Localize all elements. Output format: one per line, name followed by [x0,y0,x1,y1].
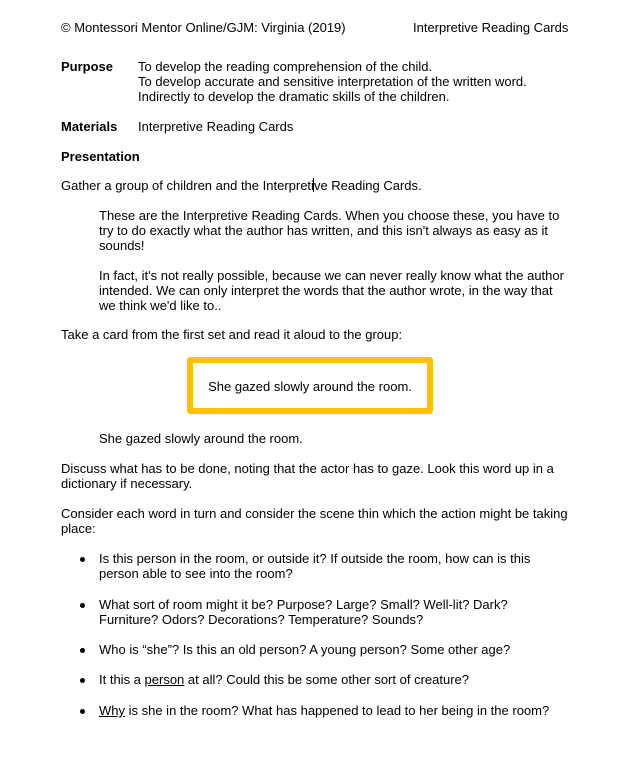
quote2-line-2: intended. We can only interpret the words that the author wrote, in the way that [99,283,553,298]
question-4-post: at all? Could this be some other sort of creature? [184,672,469,687]
consider-line-1: Consider each word in turn and consider the scene thin which the action might be taking [61,506,568,521]
presentation-intro [61,178,422,193]
quote2-line-1: In fact, it's not really possible, because we can never really know what the author [99,268,564,283]
take-card-instruction: Take a card from the first set and read it aloud to the group: [61,327,403,342]
purpose-label: Purpose [61,59,114,74]
intro-text-after: ve Reading Cards. [313,178,422,193]
discuss-line-2: dictionary if necessary. [61,476,193,491]
quote1-line-1: These are the Interpretive Reading Cards. When you choose these, you have to [99,208,560,223]
intro-text-before: Gather a group of children and the Interpreti [61,178,314,193]
purpose-line-3: Indirectly to develop the dramatic skills of the children. [138,89,450,104]
reading-card [187,357,433,414]
document-header-title: Interpretive Reading Cards [413,20,569,35]
question-5-post: is she in the room? What has happened to lead to her being in the room? [125,703,550,718]
reading-card-text: She gazed slowly around the room. [208,379,412,394]
bullet-icon [80,678,85,683]
question-1-line-2: person able to see into the room? [99,566,293,581]
question-4 [99,672,469,687]
question-1-line-1: Is this person in the room, or outside it? If outside the room, how can is this [99,551,531,566]
question-4-pre: It this a [99,672,145,687]
bullet-icon [80,603,85,608]
purpose-line-1: To develop the reading comprehension of the child. [138,59,433,74]
question-3: Who is “she”? Is this an old person? A young person? Some other age? [99,642,511,657]
bullet-icon [80,648,85,653]
question-2-line-1: What sort of room might it be? Purpose? Large? Small? Well-lit? Dark? [99,597,508,612]
bullet-icon [80,557,85,562]
materials-value: Interpretive Reading Cards [138,119,294,134]
question-2-line-2: Furniture? Odors? Decorations? Temperature? Sounds? [99,612,424,627]
question-5-underlined: Why [99,703,125,718]
question-4-underlined: person [144,672,185,687]
bullet-icon [80,709,85,714]
spoken-line: She gazed slowly around the room. [99,431,303,446]
purpose-line-2: To develop accurate and sensitive interpretation of the written word. [138,74,527,89]
document-header-copyright: © Montessori Mentor Online/GJM: Virginia (2019) [61,20,346,35]
question-5 [99,703,549,718]
consider-line-2: place: [61,521,96,536]
quote1-line-2: try to do exactly what the author has written, and this isn't always as easy as it [99,223,549,238]
quote1-line-3: sounds! [99,238,145,253]
materials-label: Materials [61,119,118,134]
quote2-line-3: we think we'd like to.. [99,298,222,313]
discuss-line-1: Discuss what has to be done, noting that the actor has to gaze. Look this word up in a [61,461,554,476]
presentation-heading: Presentation [61,149,140,164]
